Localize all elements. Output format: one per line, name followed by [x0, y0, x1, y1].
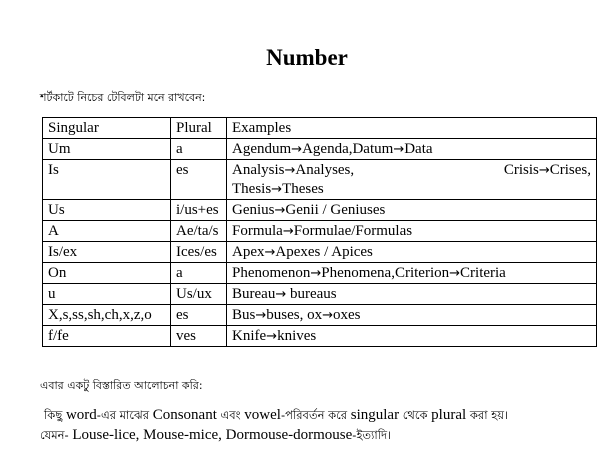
table-row: [43, 326, 597, 347]
arrow-icon: →: [255, 308, 267, 323]
arrow-icon: →: [449, 266, 461, 281]
paragraph-line: যেমন- Louse-lice, Mouse-mice, Dormouse-dormouse-ইত্যাদি।: [40, 427, 392, 443]
table-row: [43, 139, 597, 160]
arrow-icon: →: [275, 287, 287, 302]
cell-plural: i/us+es: [171, 200, 227, 221]
arrow-icon: →: [291, 142, 303, 157]
table-row: [43, 263, 597, 284]
cell-examples: Bus→buses, ox→oxes: [227, 305, 597, 326]
arrow-icon: →: [284, 163, 296, 178]
table-row: [43, 284, 597, 305]
cell-examples: Knife→knives: [227, 326, 597, 347]
cell-singular: X,s,ss,sh,ch,x,z,o: [43, 305, 171, 326]
cell-plural: es: [171, 305, 227, 326]
cell-plural: a: [171, 263, 227, 284]
arrow-icon: →: [264, 245, 276, 260]
table-row: [43, 160, 597, 200]
header-plural: Plural: [171, 118, 227, 139]
header-examples: Examples: [227, 118, 597, 139]
cell-singular: Is/ex: [43, 242, 171, 263]
table-row: [43, 305, 597, 326]
arrow-icon: →: [271, 182, 283, 197]
table-row: [43, 200, 597, 221]
detail-heading: এবার একটু বিস্তারিত আলোচনা করি:: [40, 379, 203, 392]
arrow-icon: →: [538, 163, 550, 178]
arrow-icon: →: [266, 329, 278, 344]
cell-examples: Agendum→Agenda,Datum→Data: [227, 139, 597, 160]
page-title: Number: [266, 45, 348, 70]
cell-plural: es: [171, 160, 227, 200]
cell-examples: Analysis→Analyses, Crisis→Crises, Thesis→Theses: [227, 160, 597, 200]
cell-plural: Ices/es: [171, 242, 227, 263]
cell-singular: A: [43, 221, 171, 242]
cell-examples: Bureau→ bureaus: [227, 284, 597, 305]
cell-singular: u: [43, 284, 171, 305]
paragraph-line: কিছু word-এর মাঝের Consonant এবং vowel-পরিবর্তন করে singular থেকে plural করা হয়।: [44, 407, 509, 423]
cell-singular: Um: [43, 139, 171, 160]
cell-singular: f/fe: [43, 326, 171, 347]
cell-examples: Genius→Genii / Geniuses: [227, 200, 597, 221]
arrow-icon: →: [393, 142, 405, 157]
cell-examples: Apex→Apexes / Apices: [227, 242, 597, 263]
table-row: [43, 242, 597, 263]
cell-plural: Ae/ta/s: [171, 221, 227, 242]
intro-text: শর্টকাটে নিচের টেবিলটা মনে রাখবেন:: [40, 91, 206, 104]
cell-examples: Phenomenon→Phenomena,Criterion→Criteria: [227, 263, 597, 284]
arrow-icon: →: [282, 224, 294, 239]
cell-singular: On: [43, 263, 171, 284]
header-singular: Singular: [43, 118, 171, 139]
table-row: [43, 221, 597, 242]
table-header-row: [43, 118, 597, 139]
number-rules-table: [42, 117, 597, 347]
cell-examples: Formula→Formulae/Formulas: [227, 221, 597, 242]
arrow-icon: →: [274, 203, 286, 218]
cell-plural: Us/ux: [171, 284, 227, 305]
arrow-icon: →: [322, 308, 333, 323]
cell-plural: a: [171, 139, 227, 160]
arrow-icon: →: [310, 266, 322, 281]
cell-plural: ves: [171, 326, 227, 347]
cell-singular: Us: [43, 200, 171, 221]
cell-singular: Is: [43, 160, 171, 200]
explanation-paragraph: [40, 405, 614, 445]
